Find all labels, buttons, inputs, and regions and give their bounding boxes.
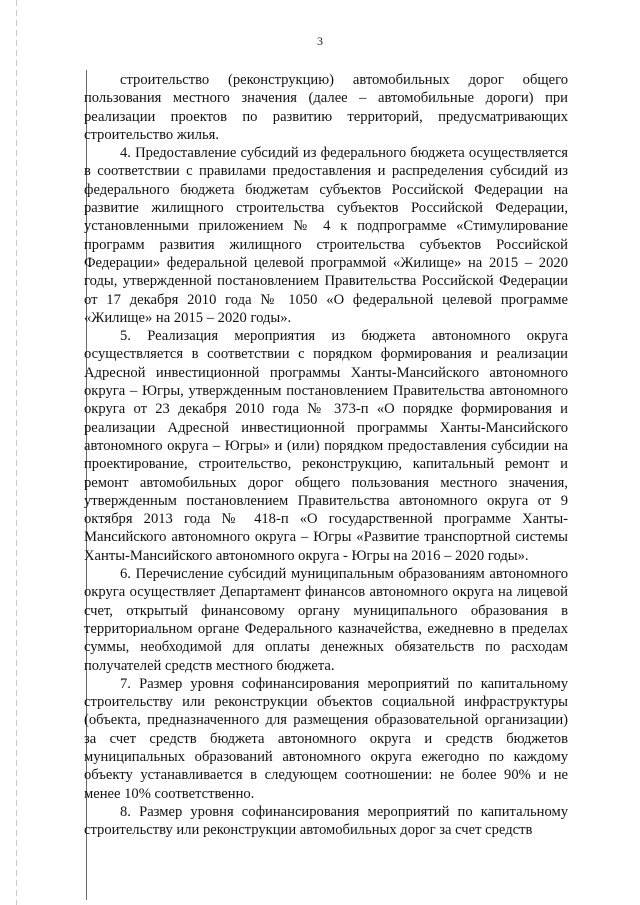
scan-edge-line [16, 0, 17, 905]
paragraph-8: 8. Размер уровня софинансирования мероприятий по капитальному строительству или реконструкции автомобильных дорог за счет средств [84, 803, 568, 839]
paragraph-4: 4. Предоставление субсидий из федерального бюджета осуществляется в соответствии с правилами предоставления и распределения субсидий из федерального бюджета бюджетам субъектов Российской Федерации на развитие жилищного строительства субъектов Российской Федерации, установленными приложением № 4 к подпрограмме «Стимулирование программ развития жилищного строительства субъектов Российской Федерации» федеральной целевой программой «Жилище» на 2015 – 2020 годы, утвержденной постановлением Правительства Российской Федерации от 17 декабря 2010 года № 1050 «О федеральной целевой программе «Жилище» на 2015 – 2020 годы». [84, 145, 568, 326]
paragraph-continuation: строительство (реконструкцию) автомобильных дорог общего пользования местного значения (далее – автомобильные дороги) при реализации проектов по развитию территорий, предусматривающих строительство жилья. [84, 72, 568, 143]
paragraph-6: 6. Перечисление субсидий муниципальным образованиям автономного округа осуществляет Департамент финансов автономного округа на лицевой счет, открытый финансовому органу муниципального образования в территориальном органе Федерального казначейства, ежедневно в пределах суммы, необходимой для оплаты денежных обязательств по расходам получателей средств местного бюджета. [84, 566, 568, 674]
page-number: 3 [317, 34, 323, 48]
paragraph-7: 7. Размер уровня софинансирования мероприятий по капитальному строительству или реконструкции объектов социальной инфраструктуры (объекта, предназначенного для размещения образовательной организации) за счет средств бюджета автономного округа и средств бюджетов муниципальных образований автономного округа ежегодно по каждому объекту устанавливается в следующем соотношении: не более 90% и не менее 10% соответственно. [84, 675, 568, 802]
document-body [84, 71, 568, 839]
paragraph-5: 5. Реализация мероприятия из бюджета автономного округа осуществляется в соответствии с порядком формирования и реализации Адресной инвестиционной программы Ханты-Мансийского автономного округа – Югры, утвержденным постановлением Правительства автономного округа от 23 декабря 2010 года № 373-п «О порядке формирования и реализации Адресной инвестиционной программы Ханты-Мансийского автономного округа – Югры» и (или) порядком предоставления субсидии на проектирование, строительство, реконструкцию, капитальный ремонт и ремонт автомобильных дорог общего пользования местного значения, утвержденным постановлением Правительства автономного округа от 9 октября 2013 года № 418-п «О государственной программе Ханты-Мансийского автономного округа – Югры «Развитие транспортной системы Ханты-Мансийского автономного округа - Югры на 2016 – 2020 годы». [84, 328, 568, 564]
